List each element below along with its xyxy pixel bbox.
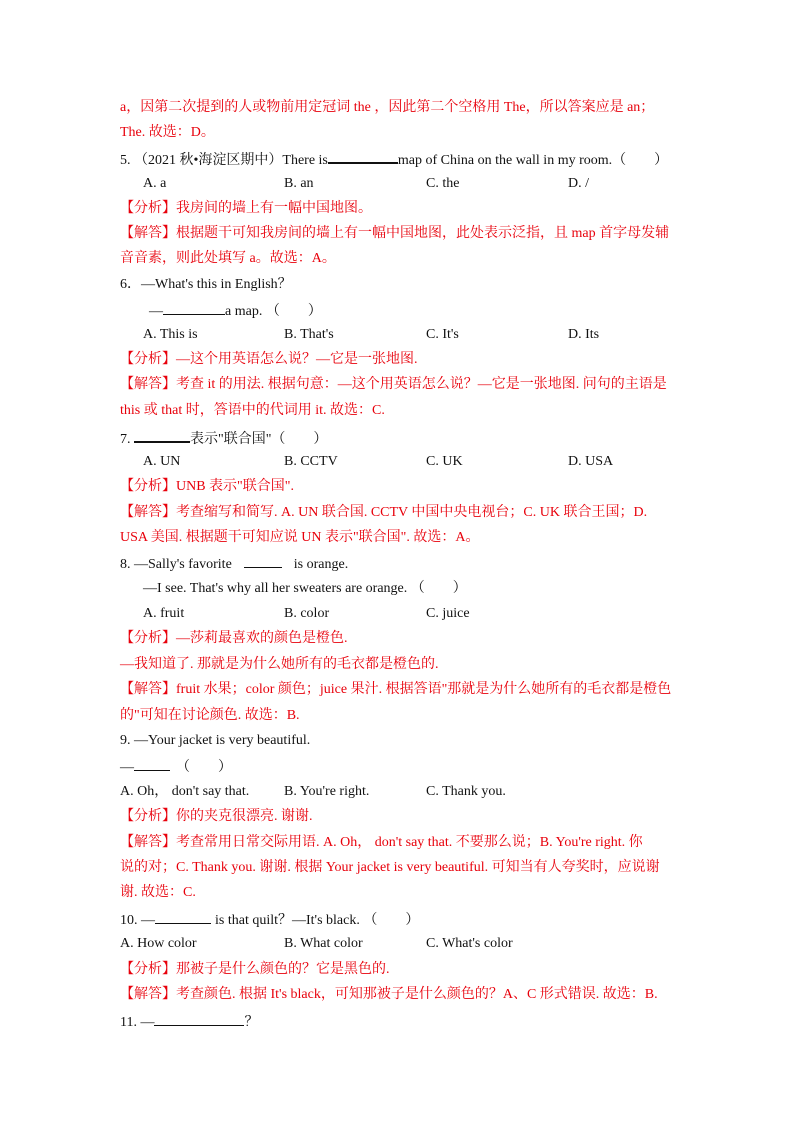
question-7-stem: 表示"联合国"（ ） [190,432,328,447]
q6-option-c: C. It's [426,327,459,342]
question-5-stem-start: 5. （2021 秋•海淀区期中）There is [120,153,328,168]
q5-analysis: 【分析】我房间的墙上有一幅中国地图。 [120,201,372,216]
q7-solution-line-2: USA 美国. 根据题干可知应说 UN 表示"联合国". 故选：A。 [120,530,480,545]
q8-option-a: A. fruit [143,606,185,621]
question-9: 9. —Your jacket is very beautiful. [120,733,311,748]
q9-option-c: C. Thank you. [426,784,506,799]
answer-blank [244,554,282,568]
answer-blank [328,149,398,164]
q6-option-d: D. Its [568,327,600,342]
question-10 [120,910,419,930]
q10-option-c: C. What's color [426,936,513,951]
q7-option-c: C. UK [426,454,463,469]
question-8-reply: —I see. That's why all her sweaters are orange. （ ） [143,581,467,596]
question-5-stem-end: map of China on the wall in my room.（ ） [397,153,669,168]
q8-solution-line-1: 【解答】fruit 水果；color 颜色；juice 果汁. 根据答语"那就是为什么她所有的毛衣都是橙色 [120,682,672,697]
q6-option-a: A. This is [143,327,198,342]
q6-analysis: 【分析】—这个用英语怎么说？—它是一张地图. [120,352,418,367]
q7-solution-line-1: 【解答】考查缩写和简写. A. UN 联合国. CCTV 中国中央电视台；C. UK 联合王国；D. [120,505,648,520]
answer-blank [163,301,225,315]
dash: — [149,304,163,319]
q9-option-a: A. Oh， don't say that. [120,784,250,799]
question-11 [120,1012,258,1032]
q8-analysis-line-1: 【分析】—莎莉最喜欢的颜色是橙色. [120,631,348,646]
question-10-number: 10. — [120,913,155,928]
question-6-answer-end: a map. （ ） [225,304,322,319]
dash: — [120,760,134,775]
q9-solution-line-3: 谢. 故选：C. [120,885,196,900]
q9-analysis: 【分析】你的夹克很漂亮. 谢谢. [120,809,313,824]
q6-option-b: B. That's [284,327,334,342]
q5-option-c: C. the [426,176,460,191]
question-7 [120,428,327,449]
answer-blank [154,1012,244,1026]
question-11-number: 11. — [120,1015,155,1030]
question-6-answer-line [149,301,322,321]
q5-solution-line-2: 音音素，则此处填写 a。故选：A。 [120,251,336,266]
question-8-stem-start: 8. —Sally's favorite [120,557,232,572]
q9-solution-line-2: 说的对；C. Thank you. 谢谢. 根据 Your jacket is very beautiful. 可知当有人夸奖时，应说谢 [120,860,660,875]
question-5 [120,149,668,170]
answer-continued-line-2: The. 故选：D。 [120,125,215,140]
q7-analysis: 【分析】UNB 表示"联合国". [120,479,294,494]
q9-solution-line-1: 【解答】考查常用日常交际用语. A. Oh， don't say that. 不要那么说；B. You're right. 你 [120,835,643,850]
q7-option-b: B. CCTV [284,454,338,469]
question-7-number: 7. [120,432,134,447]
question-9-answer-line [120,757,232,777]
q10-solution: 【解答】考查颜色. 根据 It's black，可知那被子是什么颜色的？A、C 形式错误. 故选：B. [120,987,658,1002]
q5-option-a: A. a [143,176,167,191]
q8-analysis-line-2: —我知道了. 那就是为什么她所有的毛衣都是橙色的. [120,657,439,672]
q6-solution-line-2: this 或 that 时，答语中的代词用 it. 故选：C. [120,403,385,418]
answer-continued-line-1: a，因第二次提到的人或物前用定冠词 the ，因此第二个空格用 The，所以答案应是 an； [120,100,655,115]
q8-solution-line-2: 的"可知在讨论颜色. 故选：B. [120,708,300,723]
q8-option-b: B. color [284,606,330,621]
q5-option-b: B. an [284,176,314,191]
answer-blank [134,757,170,771]
q10-analysis: 【分析】那被子是什么颜色的？它是黑色的. [120,962,390,977]
q5-option-d: D. / [568,176,589,191]
answer-blank [134,428,190,443]
q10-option-a: A. How color [120,936,197,951]
question-10-stem: is that quilt？—It's black. （ ） [215,913,420,928]
q10-option-b: B. What color [284,936,363,951]
q7-option-d: D. USA [568,454,614,469]
q7-option-a: A. UN [143,454,181,469]
q8-option-c: C. juice [426,606,470,621]
question-9-paren: （ ） [176,760,232,775]
question-8 [120,554,348,574]
question-11-mark: ？ [244,1015,259,1030]
question-8-stem-end: is orange. [293,557,349,572]
q5-solution-line-1: 【解答】根据题干可知我房间的墙上有一幅中国地图，此处表示泛指，且 map 首字母发辅 [120,226,670,241]
q6-solution-line-1: 【解答】考查 it 的用法. 根据句意：—这个用英语怎么说？—它是一张地图. 问句的主语是 [120,377,667,392]
question-6: 6．—What's this in English？ [120,277,292,292]
q9-option-b: B. You're right. [284,784,370,799]
answer-blank [155,910,211,924]
